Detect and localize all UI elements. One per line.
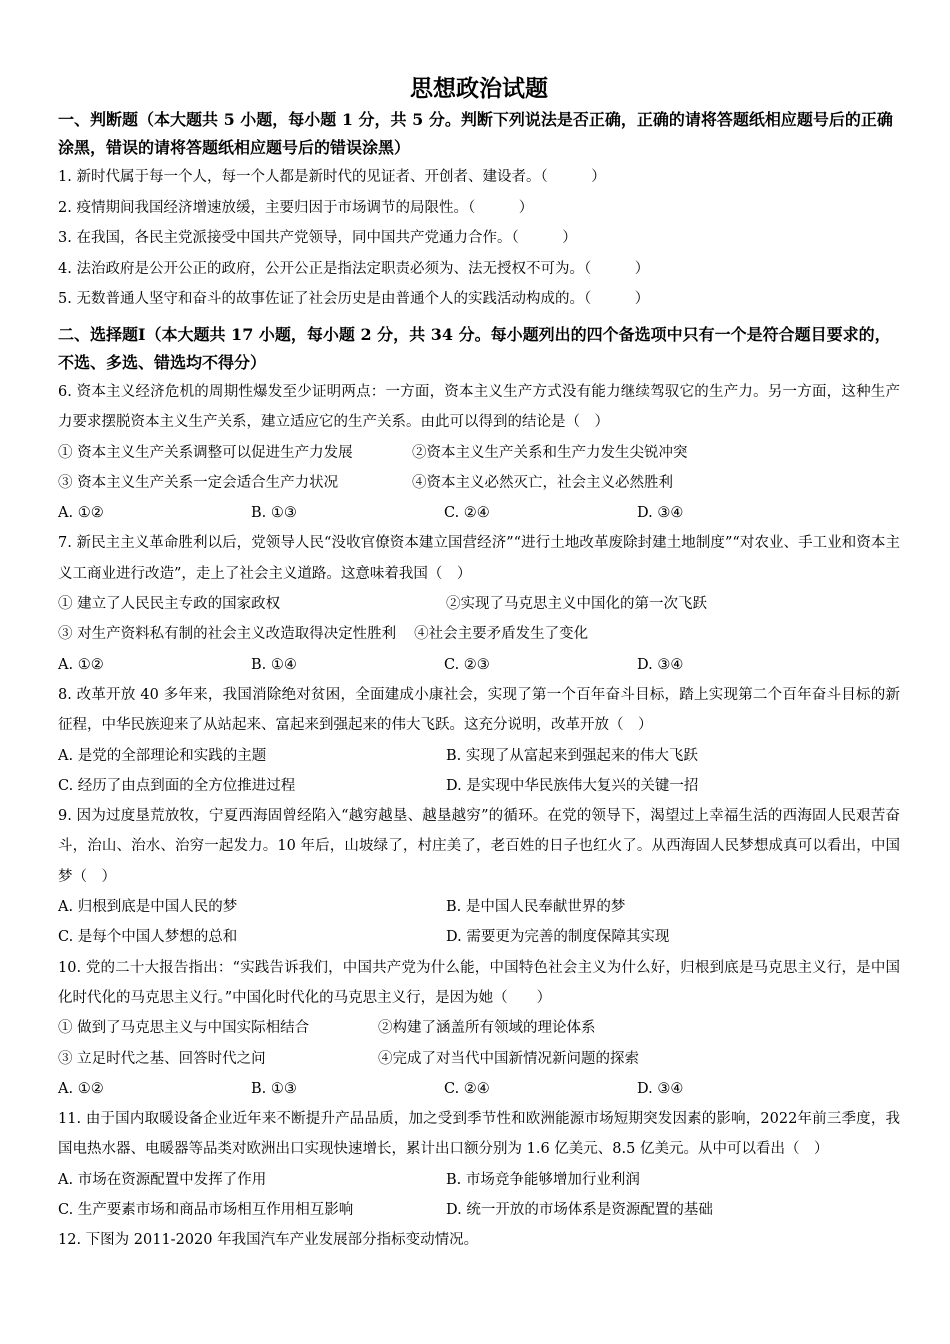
option-a: A. 市场在资源配置中发挥了作用 — [58, 1171, 267, 1188]
question-stem: 7. 新民主主义革命胜利以后，党领导人民“没收官僚资本建立国营经济”“进行土地改革废除封建土地制度”“对农业、手工业和资本主义工商业进行改造”，走上了社会主义道路。这意味着我国（ ） — [58, 535, 900, 582]
option-c: C. ②③ — [444, 656, 490, 673]
statement-4: ④资本主义必然灭亡，社会主义必然胜利 — [412, 474, 673, 491]
option-a: A. 是党的全部理论和实践的主题 — [58, 747, 267, 764]
question-stem: 9. 因为过度垦荒放牧，宁夏西海固曾经陷入“越穷越垦、越垦越穷”的循环。在党的领导下，渴望过上幸福生活的西海固人民艰苦奋斗，治山、治水、治穷一起发力。10 年后，山坡绿了，村庄美了，老百姓的日子也红火了。从西海固人民梦想成真可以看出，中国梦（ ） — [58, 808, 900, 885]
statement-row — [58, 619, 900, 649]
statement-row — [58, 1044, 900, 1074]
options-row — [58, 1165, 900, 1195]
options-row — [58, 1074, 900, 1104]
options-row — [58, 498, 900, 528]
question-12 — [58, 1225, 900, 1255]
question-7 — [58, 528, 900, 679]
question-10 — [58, 953, 900, 1104]
section1-items — [58, 162, 900, 315]
statement-3: ③ 对生产资料私有制的社会主义改造取得决定性胜利 — [58, 626, 397, 643]
statement-2: ②构建了涵盖所有领域的理论体系 — [378, 1020, 596, 1037]
judge-item-1: 1. 新时代属于每一个人，每一个人都是新时代的见证者、开创者、建设者。（ ） — [58, 169, 606, 185]
statement-4: ④社会主要矛盾发生了变化 — [414, 626, 589, 643]
options-row — [58, 741, 900, 771]
option-c: C. 经历了由点到面的全方位推进过程 — [58, 777, 296, 794]
question-stem: 8. 改革开放 40 多年来，我国消除绝对贫困，全面建成小康社会，实现了第一个百年奋斗目标，踏上实现第二个百年奋斗目标的新征程，中华民族迎来了从站起来、富起来到强起来的伟大飞跃。这充分说明，改革开放（ ） — [58, 686, 900, 734]
option-c: C. ②④ — [444, 1080, 490, 1097]
statement-2: ②资本主义生产关系和生产力发生尖锐冲突 — [412, 444, 688, 461]
question-11 — [58, 1104, 900, 1225]
option-c: C. 是每个中国人梦想的总和 — [58, 929, 238, 946]
question-stem: 11. 由于国内取暖设备企业近年来不断提升产品品质，加之受到季节性和欧洲能源市场短期突发因素的影响，2022年前三季度，我国电热水器、电暖器等品类对欧洲出口实现快速增长，累计出口额分别为 1.6 亿美元、8.5 亿美元。从中可以看出（ ） — [58, 1111, 900, 1158]
question-stem: 10. 党的二十大报告指出：“实践告诉我们，中国共产党为什么能，中国特色社会主义为什么好，归根到底是马克思主义行，是中国化时代化的马克思主义行。”中国化时代化的马克思主义行，是因为她（ ） — [58, 959, 900, 1006]
statement-row — [58, 438, 900, 468]
option-b: B. 实现了从富起来到强起来的伟大飞跃 — [446, 747, 698, 764]
statement-2: ②实现了马克思主义中国化的第一次飞跃 — [446, 596, 707, 613]
statement-4: ④完成了对当代中国新情况新问题的探索 — [378, 1050, 639, 1067]
option-d: D. 是实现中华民族伟大复兴的关键一招 — [446, 777, 699, 794]
section2-heading: 二、选择题Ⅰ（本大题共 17 小题，每小题 2 分，共 34 分。每小题列出的四个备选项中只有一个是符合题目要求的，不选、多选、错选均不得分） — [58, 324, 891, 372]
option-a: A. ①② — [58, 656, 104, 673]
option-b: B. ①③ — [251, 505, 297, 522]
statement-1: ① 资本主义生产关系调整可以促进生产力发展 — [58, 444, 353, 461]
option-c: C. 生产要素市场和商品市场相互作用相互影响 — [58, 1201, 354, 1218]
option-a: A. ①② — [58, 1080, 104, 1097]
option-b: B. 市场竞争能够增加行业利润 — [446, 1171, 640, 1188]
statement-row — [58, 1013, 900, 1043]
statement-1: ① 建立了人民民主专政的国家政权 — [58, 596, 281, 613]
statement-3: ③ 立足时代之基、回答时代之问 — [58, 1050, 266, 1067]
option-b: B. 是中国人民奉献世界的梦 — [446, 899, 626, 916]
options-row — [58, 650, 900, 680]
statement-row — [58, 468, 900, 498]
question-6 — [58, 377, 900, 528]
statement-1: ① 做到了马克思主义与中国实际相结合 — [58, 1020, 310, 1037]
option-a: A. 归根到底是中国人民的梦 — [58, 899, 238, 916]
option-b: B. ①③ — [251, 1080, 297, 1097]
options-row — [58, 771, 900, 801]
option-b: B. ①④ — [251, 656, 297, 673]
judge-item-3: 3. 在我国，各民主党派接受中国共产党领导，同中国共产党通力合作。（ ） — [58, 230, 577, 247]
statement-3: ③ 资本主义生产关系一定会适合生产力状况 — [58, 474, 339, 491]
option-d: D. ③④ — [637, 1080, 684, 1097]
options-row — [58, 1195, 900, 1225]
judge-item-4: 4. 法治政府是公开公正的政府，公开公正是指法定职责必须为、法无授权不可为。（ ） — [58, 260, 650, 277]
question-8 — [58, 680, 900, 801]
question-9 — [58, 801, 900, 952]
option-d: D. ③④ — [637, 505, 684, 522]
question-stem: 12. 下图为 2011-2020 年我国汽车产业发展部分指标变动情况。 — [58, 1232, 479, 1249]
page-title: 思想政治试题 — [410, 75, 548, 102]
statement-row — [58, 589, 900, 619]
options-row — [58, 922, 900, 952]
section1-heading: 一、判断题（本大题共 5 小题，每小题 1 分，共 5 分。判断下列说法是否正确，正确的请将答题纸相应题号后的正确涂黑，错误的请将答题纸相应题号后的错误涂黑） — [58, 110, 893, 157]
option-a: A. ①② — [58, 505, 104, 522]
judge-item-2: 2. 疫情期间我国经济增速放缓，主要归因于市场调节的局限性。（ ） — [58, 199, 534, 216]
exam-page — [58, 72, 900, 1256]
option-d: D. ③④ — [637, 656, 684, 673]
option-d: D. 统一开放的市场体系是资源配置的基础 — [446, 1201, 713, 1218]
question-stem: 6. 资本主义经济危机的周期性爆发至少证明两点：一方面，资本主义生产方式没有能力继续驾驭它的生产力。另一方面，这种生产力要求摆脱资本主义生产关系，建立适应它的生产关系。由此可以得到的结论是（ ） — [58, 383, 900, 431]
option-d: D. 需要更为完善的制度保障其实现 — [446, 929, 670, 946]
option-c: C. ②④ — [444, 505, 490, 522]
options-row — [58, 892, 900, 922]
judge-item-5: 5. 无数普通人坚守和奋斗的故事佐证了社会历史是由普通个人的实践活动构成的。（ ） — [58, 291, 650, 308]
